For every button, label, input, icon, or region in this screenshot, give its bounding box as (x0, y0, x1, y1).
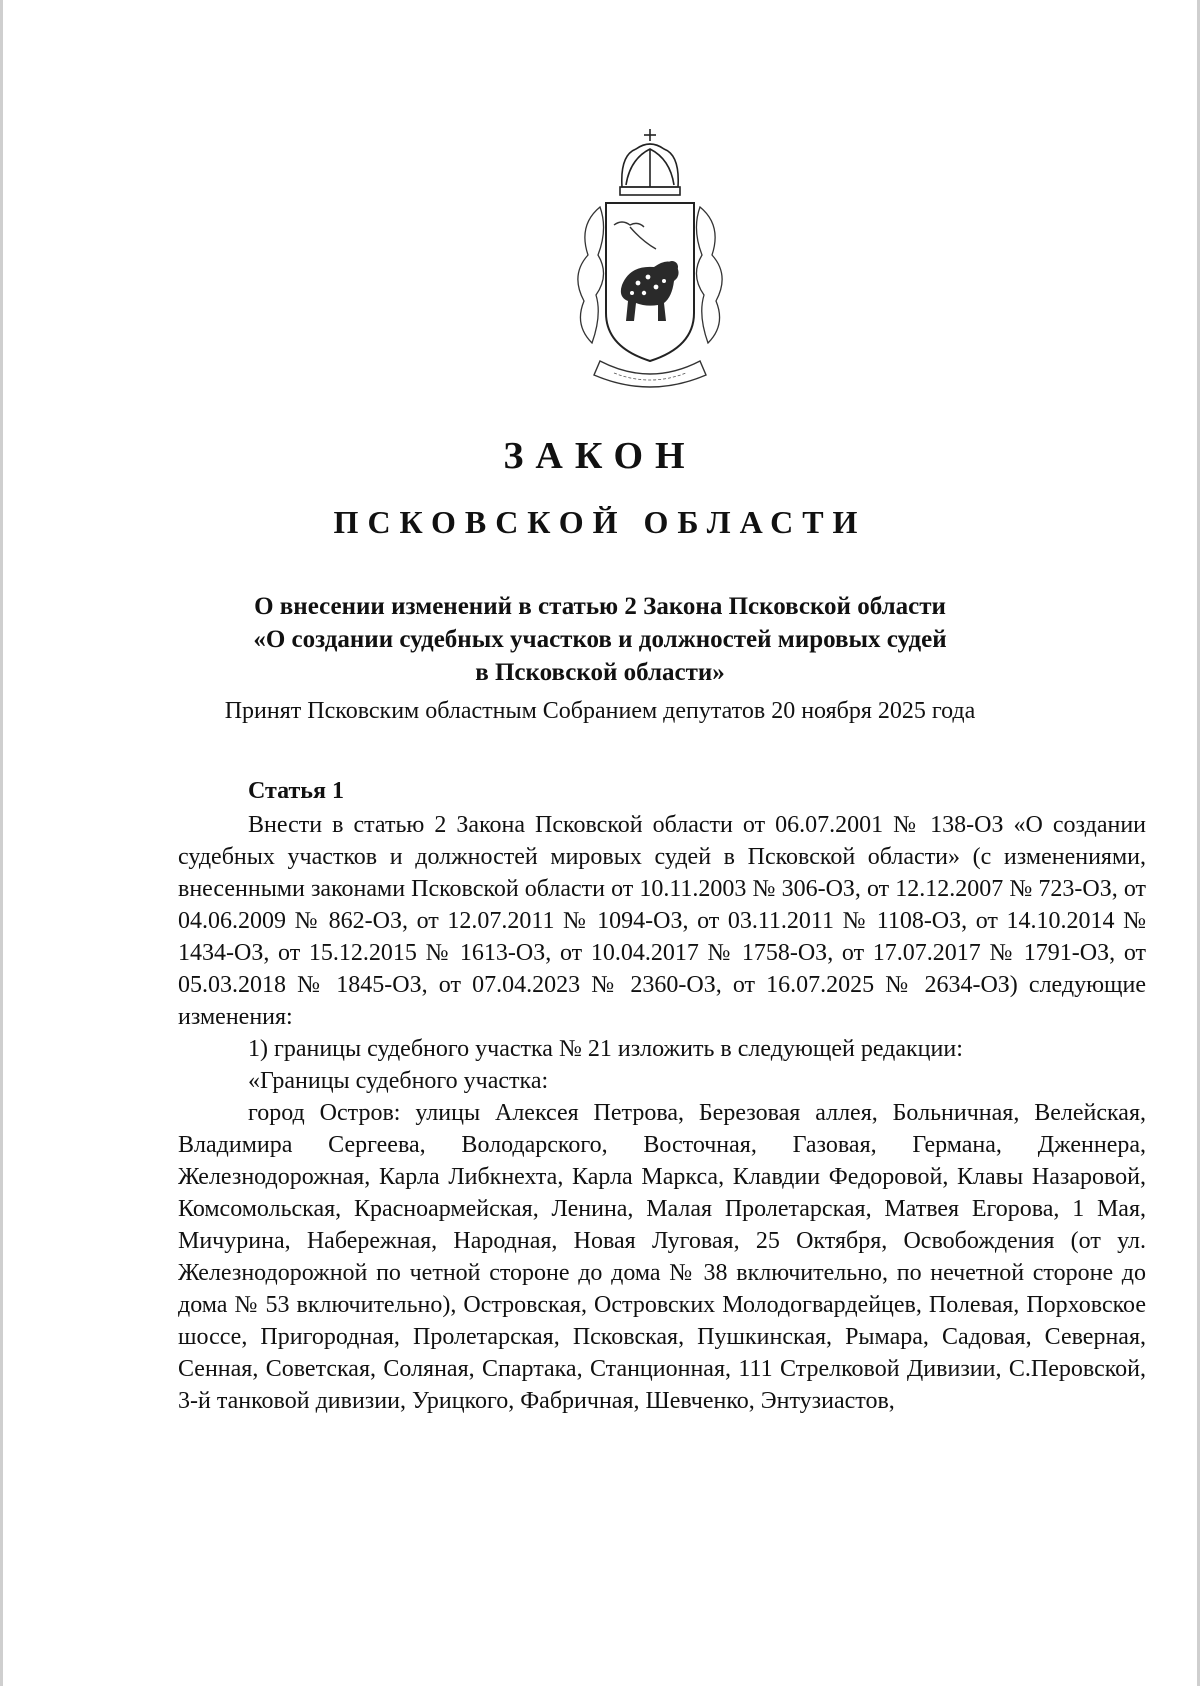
subtitle-line: «О создании судебных участков и должностей мировых судей (253, 626, 947, 653)
article-paragraph: 1) границы судебного участка № 21 изложить в следующей редакции: (248, 1036, 963, 1062)
article-body (178, 775, 1146, 1417)
document-title: ЗАКОН (503, 435, 697, 477)
page-edge-left (0, 0, 3, 1686)
article-title: Статья 1 (248, 778, 344, 804)
document-region: ПСКОВСКОЙ ОБЛАСТИ (333, 504, 867, 540)
article-paragraph: Внести в статью 2 Закона Псковской области от 06.07.2001 № 138-ОЗ «О создании судебных участков и должностей мировых судей в Псковской области» (с изменениями, внесенными законами Псковской области от 10.11.2003 № 306-ОЗ, от 12.12.2007 № 723-ОЗ, от 04.06.2009 № 862-ОЗ, от 12.07.2011 № 1094-ОЗ, от 03.11.2011 № 1108-ОЗ, от 14.10.2014 № 1434-ОЗ, от 15.12.2015 № 1613-ОЗ, от 10.04.2017 № 1758-ОЗ, от 17.07.2017 № 1791-ОЗ, от 05.03.2018 № 1845-ОЗ, от 07.04.2023 № 2360-ОЗ, от 16.07.2025 № 2634-ОЗ) следующие изменения: (178, 812, 1146, 1030)
law-subtitle (200, 590, 1000, 689)
subtitle-line: О внесении изменений в статью 2 Закона Псковской области (254, 593, 946, 620)
subtitle-line: в Псковской области» (475, 659, 725, 686)
article-paragraph: «Границы судебного участка: (248, 1068, 549, 1094)
article-paragraph: город Остров: улицы Алексея Петрова, Березовая аллея, Больничная, Велейская, Владимира Сергеева, Володарского, Восточная, Газовая, Германа, Дженнера, Железнодорожная, Карла Либкнехта, Карла Маркса, Клавдии Федоровой, Клавы Назаровой, Комсомольская, Красноармейская, Ленина, Малая Пролетарская, Матвея Егорова, 1 Мая, Мичурина, Набережная, Народная, Новая Луговая, 25 Октября, Освобождения (от ул. Железнодорожной по четной стороне до дома № 38 включительно, по нечетной стороне до дома № 53 включительно), Островская, Островских Молодогвардейцев, Полевая, Порховское шоссе, Пригородная, Пролетарская, Псковская, Пушкинская, Рымара, Садовая, Северная, Сенная, Советская, Соляная, Спартака, Станционная, 111 Стрелковой Дивизии, С.Перовской, 3-й танковой дивизии, Урицкого, Фабричная, Шевченко, Энтузиастов, (178, 1100, 1146, 1414)
pskov-coat-of-arms-icon (560, 125, 740, 395)
adoption-line: Принят Псковским областным Собранием депутатов 20 ноября 2025 года (224, 698, 976, 724)
